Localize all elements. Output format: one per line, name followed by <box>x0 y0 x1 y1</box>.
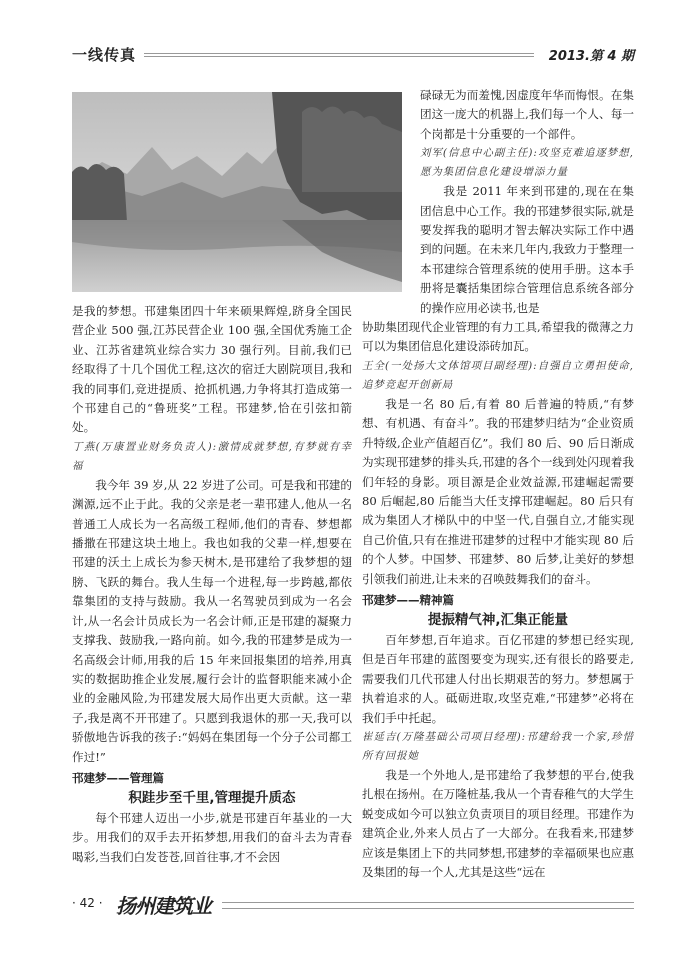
speaker-quote: 丁燕(万康置业财务负责人):激情成就梦想,有梦就有幸福 <box>72 440 352 472</box>
header-rule <box>144 53 534 57</box>
paragraph: 是我的梦想。邗建集团四十年来硕果辉煌,跻身全国民营企业 500 强,江苏民营企业 100 强,全国优秀施工企业、江苏省建筑业综合实力 30 强行列。目前,我们已经取得了十几个国优工程,这次的宿迁大剧院项目,我和我的同事们,竞进提质、抢抓机遇,力争将其打造成第一个邗建自己的“鲁班奖”工程。邗建梦,恰在引弦扣箭处。 <box>72 304 352 435</box>
page-number: · 42 · <box>72 896 103 910</box>
speaker-quote: 王全(一处扬大文体馆项目副经理):自强自立勇担使命,追梦竞起开创新局 <box>362 359 634 391</box>
section-label: 邗建梦——精神篇 <box>362 592 454 607</box>
footer-rule <box>222 902 634 909</box>
section-heading: 积跬步至千里,管理提升质态 <box>128 789 296 806</box>
paragraph: 碌碌无为而羞愧,因虚度年华而悔恨。在集团这一庞大的机器上,我们每一个人、每一个岗都是十分重要的一个部件。 <box>420 88 634 141</box>
paragraph: 每个邗建人迈出一小步,就是邗建百年基业的一大步。用我们的双手去开拓梦想,用我们的奋斗去为青春喝彩,当我们白发苍苍,回首往事,才不会因 <box>72 810 352 864</box>
page-header <box>72 44 634 68</box>
section-label: 邗建梦——管理篇 <box>72 770 164 785</box>
magazine-logo: 扬州建筑业 <box>116 894 211 918</box>
right-column <box>362 86 634 882</box>
paragraph: 我是一名 80 后,有着 80 后普遍的特质,“有梦想、有机遇、有奋斗”。我的邗建梦归结为“企业资质升特级,企业产值超百亿”。我们 80 后、90 后日渐成为实现邗建梦的排头兵,邗建的各个一线到处闪现着我们年轻的身影。项目源是企业效益源,邗建崛起需要 80 后崛起,80 后能当大任支撑邗建崛起。80 后只有成为集团人才梯队中的中坚一代,自强自立,才能实现自己价值,只有在推进邗建梦的过程中才能实现 80 后的个人梦。中国梦、邗建梦、80 后梦,让美好的梦想引领我们前进,让未来的召唤鼓舞我们的奋斗。 <box>362 396 634 586</box>
paragraph: 我今年 39 岁,从 22 岁进了公司。可是我和邗建的渊源,远不止于此。我的父亲是老一辈邗建人,他从一名普通工人成长为一名高级工程师,他们的青春、梦想都播撒在邗建这块土地上。我也如我的父辈一样,想要在邗建的沃土上成长为参天树木,是邗建给了我梦想的翅膀、飞跃的舞台。我人生每一个进程,每一步跨越,都依靠集团的支持与鼓励。我从一名驾驶员到成为一名会计,从一名会计员成长为一名会计师,正是邗建的凝聚力支撑我、鼓励我,一路向前。如今,我的邗建梦是成为一名高级会计师,用我的后 15 年来回报集团的培养,用真实的数据助推企业发展,履行会计的监督职能来减小企业的金融风险,为邗建发展大局作出更大贡献。这一辈子,我是离不开邗建了。只愿到我退休的那一天,我可以骄傲地告诉我的孩子:“妈妈在集团每一个分子公司都工作过!” <box>72 477 352 764</box>
landscape-photo <box>72 92 402 292</box>
paragraph: 我是 2011 年来到邗建的,现在在集团信息中心工作。我的邗建梦很实际,就是要发挥我的聪明才智去解决实际工作中遇到的问题。在未来几年内,我致力于整理一本邗建综合管理系统的使用手册。这本手册将是囊括集团综合管理信息系统各部分的操作应用必读书,也是 <box>420 184 634 315</box>
section-title: 一线传真 <box>72 46 137 64</box>
speaker-quote: 崔延吉(万隆基础公司项目经理):邗建给我一个家,珍惜所有回报她 <box>362 730 634 762</box>
page-footer <box>72 890 634 920</box>
paragraph: 百年梦想,百年追求。百亿邗建的梦想已经实现,但是百年邗建的蓝图要变为现实,还有很长的路要走,需要我们几代邗建人付出长期艰苦的努力。梦想属于执着追求的人。砥砺进取,攻坚克难,“邗建梦”必将在我们手中托起。 <box>362 632 634 725</box>
paragraph: 协助集团现代企业管理的有力工具,希望我的微薄之力可以为集团信息化建设添砖加瓦。 <box>362 320 634 354</box>
left-column <box>72 302 352 867</box>
section-heading: 提振精气神,汇集正能量 <box>427 611 569 628</box>
paragraph: 我是一个外地人,是邗建给了我梦想的平台,使我扎根在扬州。在万隆桩基,我从一个青春稚气的大学生蜕变成如今可以独立负责项目的项目经理。邗建作为建筑企业,外来人员占了一大部分。在我看来,邗建梦应该是集团上下的共同梦想,邗建梦的幸福硕果也应惠及集团的每一个人,尤其是这些“远在 <box>362 767 634 879</box>
issue-label: 2013.第 4 期 <box>548 49 634 64</box>
speaker-quote: 刘军(信息中心副主任):攻坚克难追逐梦想,愿为集团信息化建设增添力量 <box>420 147 634 179</box>
